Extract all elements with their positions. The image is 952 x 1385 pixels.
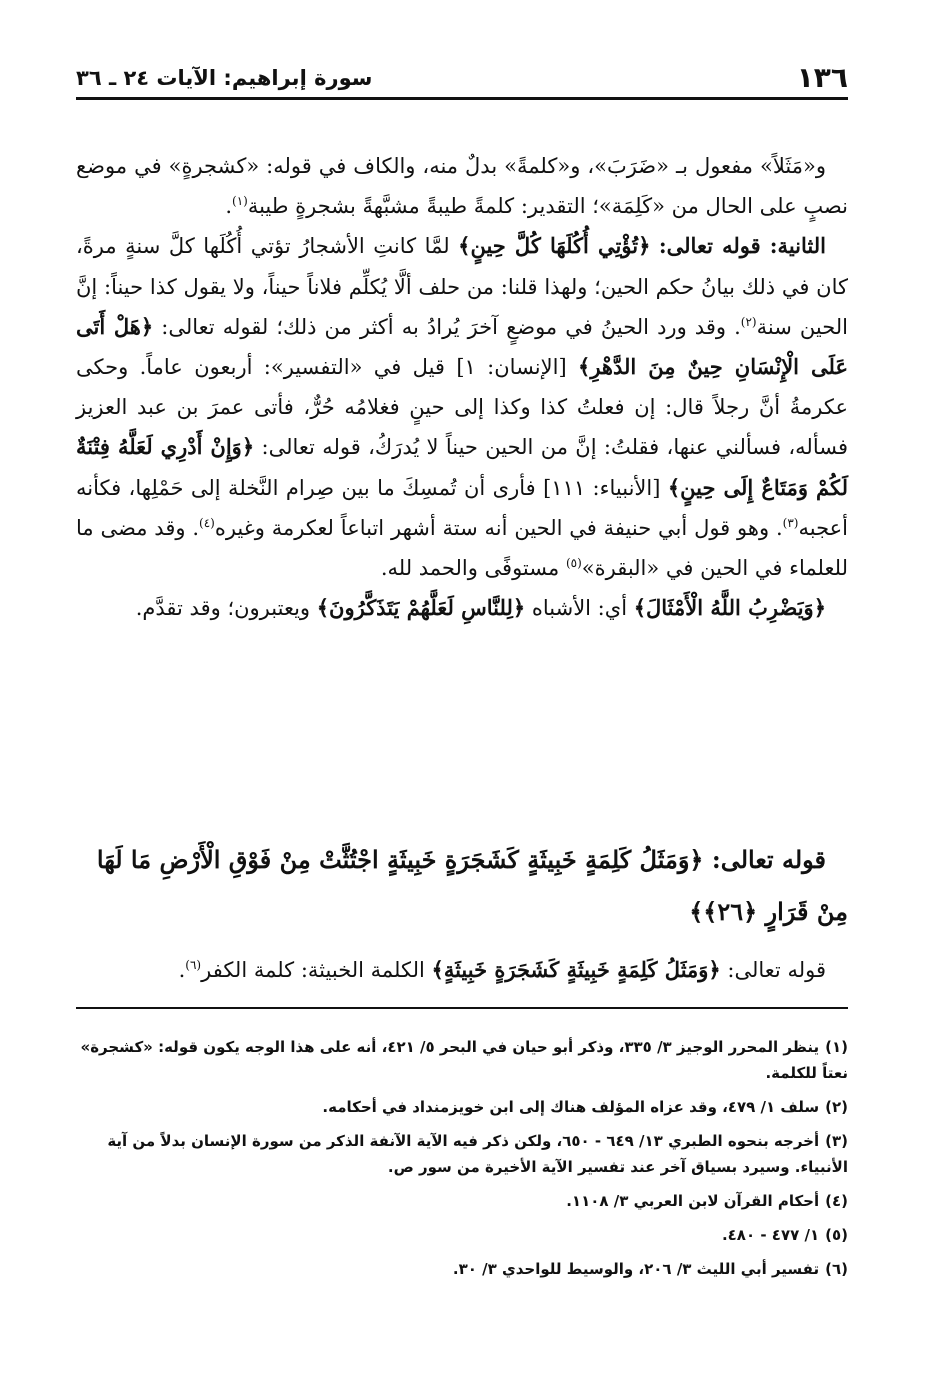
paragraph-grammar: و«مَثَلاً» مفعول بـ «ضَرَبَ»، و«كلمةً» بدلٌ منه، والكاف في قوله: «كشجرةٍ» في موضع نصبٍ على الحال من «كَلِمَة»؛ التقدير: كلمةً طيبةً مشبَّهةً بشجرةٍ طيبة$^{(١)}$. <box>76 154 848 219</box>
verse-lead: قوله تعالى: <box>711 845 826 874</box>
page-header <box>76 60 848 100</box>
paragraph-evil-word: قوله تعالى: ﴿وَمَثَلُ كَلِمَةٍ خَبِيثَةٍ كَشَجَرَةٍ خَبِيثَةٍ﴾ الكلمة الخبيثة: كلمة الكفر$^{(٦)}$. <box>178 957 826 982</box>
verse-text: ﴿وَمَثَلُ كَلِمَةٍ خَبِيثَةٍ كَشَجَرَةٍ خَبِيثَةٍ اجْتُثَّتْ مِنْ فَوْقِ الْأَرْضِ مَا لَهَا مِنْ قَرَارٍ ﴿٢٦﴾﴾ <box>96 845 848 926</box>
paragraph-parables: ﴿وَيَضْرِبُ اللَّهُ الْأَمْثَالَ﴾ أي: الأشباه ﴿لِلنَّاسِ لَعَلَّهُمْ يَتَذَكَّرُونَ﴾ ويعتبرون؛ وقد تقدَّم. <box>135 595 826 621</box>
paragraph-lead: الثانية: قوله تعالى: <box>658 233 826 259</box>
footnote-divider <box>76 1007 848 1009</box>
verse-heading <box>76 834 848 938</box>
footnote-ref-6: (٦) <box>185 958 202 972</box>
main-text <box>76 146 848 628</box>
footnote-item: (٦)تفسير أبي الليث ٣/ ٢٠٦، والوسيط للواحدي ٣/ ٣٠. <box>452 1260 848 1278</box>
footnote-item: (١)ينظر المحرر الوجيز ٣/ ٣٣٥، وذكر أبو حيان في البحر ٥/ ٤٢١، أنه على هذا الوجه يكون قوله: «كشجرة» نعتاً للكلمة. <box>80 1038 848 1082</box>
running-title: سورة إبراهيم: الآيات ٢٤ ـ ٣٦ <box>76 66 373 90</box>
footnote-ref-5: (٥) <box>565 556 582 571</box>
footnote-ref-1: (١) <box>232 194 248 209</box>
footnote-ref-3: (٣) <box>782 515 799 530</box>
footnotes <box>76 1034 848 1290</box>
footnote-ref-2: (٢) <box>740 314 757 329</box>
quran-quote: ﴿تُؤْتِي أُكُلَهَا كُلَّ حِينٍ﴾ <box>458 233 651 259</box>
footnote-item: (٢)سلف ١/ ٤٧٩، وقد عزاه المؤلف هناك إلى ابن خويزمنداد في أحكامه. <box>322 1098 848 1116</box>
footnote-item: (٤)أحكام القرآن لابن العربي ٣/ ١١٠٨. <box>566 1192 848 1210</box>
quran-quote: ﴿لِلنَّاسِ لَعَلَّهُمْ يَتَذَكَّرُونَ﴾ <box>316 595 526 621</box>
page-number: ١٣٦ <box>796 61 848 94</box>
quran-quote: ﴿وَإِنْ أَدْرِي لَعَلَّهُ فِتْنَةٌ لَكُمْ وَمَتَاعٌ إِلَى حِينٍ﴾ <box>76 434 848 500</box>
footnote-item: (٥)١/ ٤٧٧ - ٤٨٠. <box>721 1226 848 1244</box>
footnote-item: (٣)أخرجه بنحوه الطبري ١٣/ ٦٤٩ - ٦٥٠، ولكن ذكر فيه الآية الآنفة الذكر من سورة الإنسان بدلاً من آية الأنبياء. وسيرد بسياق آخر عند تفسير الآية الأخيرة من سور ص. <box>107 1132 848 1176</box>
paragraph-second-issue: الثانية: قوله تعالى: ﴿تُؤْتِي أُكُلَهَا كُلَّ حِينٍ﴾ لمَّا كانتِ الأشجارُ تؤتي أُكُلَها كلَّ سنةٍ مرةً، كان في ذلك بيانُ حكم الحين؛ ولهذا قلنا: من حلف ألَّا يُكلِّم فلاناً حيناً، ولا يقول كذا حيناً: إنَّ الحين سنة$^{(٢)}$. وقد ورد الحينُ في موضعٍ آخرَ يُرادُ به أكثر من ذلك؛ لقوله تعالى: ﴿هَلْ أَتَى عَلَى الْإِنْسَانِ حِينٌ مِنَ الدَّهْرِ﴾ [الإنسان: ١] قيل في «التفسير»: أربعون عاماً. وحكى عكرمةُ أنَّ رجلاً قال: إن فعلتُ كذا وكذا إلى حينٍ فغلامُه حُرٌّ، فأتى عمرَ بن عبد العزيز فسأله، فسألني عنها، فقلتُ: إنَّ من الحين حيناً لا يُدرَكُ، قوله تعالى: ﴿وَإِنْ أَدْرِي لَعَلَّهُ فِتْنَةٌ لَكُمْ وَمَتَاعٌ إِلَى حِينٍ﴾ [الأنبياء: ١١١] فأرى أن تُمسِكَ ما بين صِرام النَّخلة إلى حَمْلِها، فكأنه أعجبه$^{(٣)}$. وهو قول أبي حنيفة في الحين أنه ستة أشهر اتباعاً لعكرمة وغيره$^{(٤)}$. وقد مضى ما للعلماء في الحين في «البقرة»$^{(٥)}$ مستوفًى والحمد لله. <box>76 233 848 581</box>
quran-quote: ﴿وَمَثَلُ كَلِمَةٍ خَبِيثَةٍ كَشَجَرَةٍ خَبِيثَةٍ﴾ <box>431 957 721 982</box>
footnote-ref-4: (٤) <box>199 515 215 530</box>
quran-quote: ﴿وَيَضْرِبُ اللَّهُ الْأَمْثَالَ﴾ <box>633 595 826 621</box>
quran-quote: ﴿هَلْ أَتَى عَلَى الْإِنْسَانِ حِينٌ مِنَ الدَّهْرِ﴾ <box>76 313 848 380</box>
